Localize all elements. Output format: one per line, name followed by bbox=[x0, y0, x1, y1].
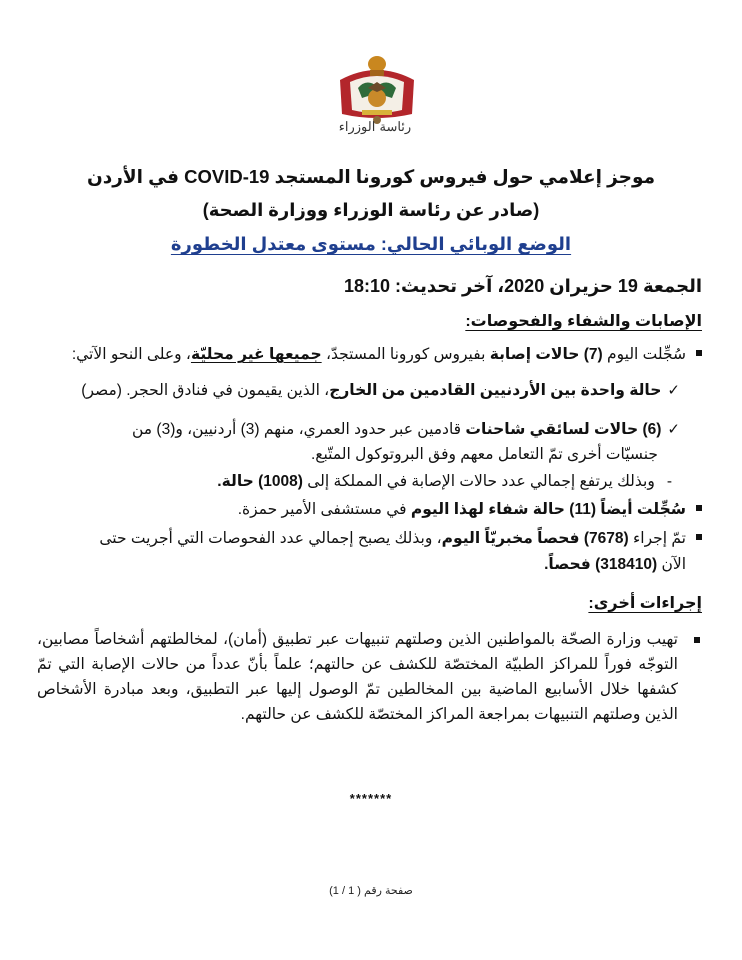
page-label: صفحة رقم bbox=[364, 885, 413, 897]
total-cases-count: (1008) حالة. bbox=[217, 473, 303, 490]
logo-caption: رئاسة الوزراء bbox=[338, 120, 412, 135]
total-cases-line bbox=[217, 471, 672, 493]
checkmark-icon: ✓ bbox=[667, 421, 680, 438]
check-item-text: قادمين عبر حدود العمري، منهم (3) أردنيين، و(3) من bbox=[131, 421, 462, 438]
check-item-bold: حالة واحدة بين الأردنيين القادمين من الخارج bbox=[329, 382, 662, 399]
checkmark-icon: ✓ bbox=[667, 382, 680, 399]
epidemic-status-heading: الوضع الوبائي الحالي: مستوى معتدل الخطورة bbox=[170, 234, 572, 254]
update-time: 18:10 bbox=[343, 276, 391, 296]
bullet-text: تمّ إجراء bbox=[633, 530, 686, 547]
page-number: ( 1 / 1) bbox=[329, 885, 361, 897]
bullet-text: الآن bbox=[661, 556, 686, 573]
bullet-square-icon bbox=[696, 534, 702, 540]
date-year: 2020 bbox=[504, 276, 545, 296]
aman-app-paragraph bbox=[37, 627, 702, 727]
new-cases-count: (7) حالات إصابة bbox=[489, 346, 603, 363]
total-tests-count: (318410) فحصاً. bbox=[544, 556, 658, 573]
check-item-truck-drivers bbox=[132, 419, 680, 441]
update-label: ، آخر تحديث: bbox=[395, 276, 505, 296]
bullet-text: سُجِّلت اليوم bbox=[607, 346, 686, 363]
check-item-truck-drivers-cont: جنسيّات أخرى تمّ التعامل معهم وفق البروتوكول المتّبع. bbox=[310, 446, 658, 463]
section-heading-cases: الإصابات والشفاء والفحوصات: bbox=[465, 313, 702, 330]
bullet-new-cases bbox=[72, 344, 702, 366]
bullet-text: ، وبذلك يصبح إجمالي عدد الفحوصات التي أجريت حتى bbox=[99, 530, 442, 547]
daily-tests-count: (7678) فحصاً مخبريّاً اليوم bbox=[441, 530, 629, 547]
bullet-square-icon bbox=[694, 637, 700, 643]
date-month: حزيران bbox=[549, 276, 613, 296]
bullet-text: بفيروس كورونا المستجدّ، bbox=[325, 346, 486, 363]
section-heading-other-measures: إجراءات أخرى: bbox=[588, 595, 702, 612]
separator-stars: ******* bbox=[349, 791, 393, 806]
recoveries-count: سُجِّلت أيضاً (11) حالة شفاء لهذا اليوم bbox=[410, 501, 686, 518]
bullet-text: ، وعلى النحو الآتي: bbox=[71, 346, 191, 363]
bullet-tests-cont bbox=[544, 554, 686, 576]
check-item-returnee bbox=[81, 380, 680, 402]
bullet-square-icon bbox=[696, 350, 702, 356]
check-item-bold: (6) حالات لسائقي شاحنات bbox=[465, 421, 662, 438]
page-footer bbox=[0, 884, 742, 897]
bullet-recoveries bbox=[238, 499, 702, 521]
paragraph-text: تهيب وزارة الصحّة بالمواطنين الذين وصلتهم تنبيهات عبر تطبيق (أمان)، لمخالطتهم أشخاصاً مصابين، التوجّه فوراً للمراكز الطبيّة المختصّة للكشف عن حالتهم؛ علماً بأنّ عدداً من حالات الإصابة التي تمّ كشفها خلال الأسابيع الماضية بين المخالطين تمّ الوصول إليها عبر التطبيق، وبعد مبادرة الأشخاص الذين وصلتهم التنبيهات بمراجعة المراكز المختصّة للكشف عن حالتهم. bbox=[37, 631, 678, 723]
bullet-text: في مستشفى الأمير حمزة. bbox=[237, 501, 407, 518]
non-local-note: جميعها غير محليّة bbox=[190, 346, 322, 363]
total-cases-text: وبذلك يرتفع إجمالي عدد حالات الإصابة في المملكة إلى bbox=[307, 473, 655, 490]
date-weekday: الجمعة bbox=[642, 276, 702, 296]
bullet-tests bbox=[99, 528, 702, 550]
dash-icon: - bbox=[666, 473, 672, 490]
date-day: 19 bbox=[617, 276, 638, 296]
date-line bbox=[344, 276, 702, 297]
bullet-square-icon bbox=[696, 505, 702, 511]
document-issuer: (صادر عن رئاسة الوزراء ووزارة الصحة) bbox=[202, 200, 540, 220]
document-title: موجز إعلامي حول فيروس كورونا المستجد COVID-19 في الأردن bbox=[86, 166, 656, 187]
check-item-text: ، الذين يقيمون في فنادق الحجر. (مصر) bbox=[81, 382, 330, 399]
